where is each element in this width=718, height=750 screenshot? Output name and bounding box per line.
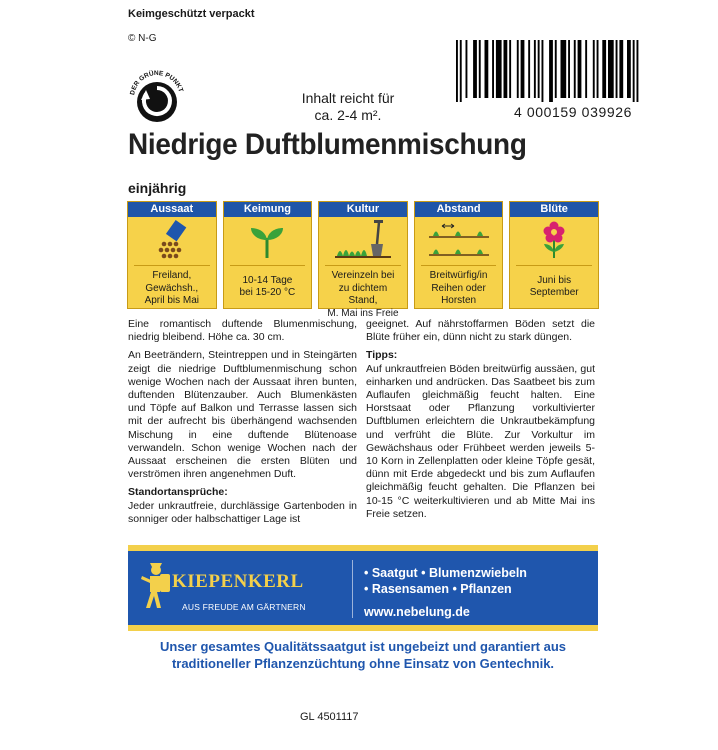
barcode-bar [568,40,570,98]
brand-url: www.nebelung.de [364,605,470,619]
quality-line-1: Unser gesamtes Qualitätssaatgut ist ungebeizt und garantiert aus [160,639,566,654]
brand-name: KIEPENKERL [172,571,304,592]
location-text-cont: geeignet. Auf nährstoffarmen Böden setzt die Blüte früher ein, dünn nicht zu stark düngen. [366,318,595,344]
brand-divider [352,560,353,618]
sowing-icon [128,220,216,260]
barcode-bar [608,40,614,98]
panel-text: Freiland, Gewächsh., April bis Mai [134,265,210,312]
barcode-bar [504,40,508,98]
tips-heading: Tipps: [366,349,398,362]
barcode-bar [555,40,557,98]
panel-bloom [509,201,599,309]
barcode-bar [578,40,582,98]
barcode-bar [627,40,631,98]
description-column-left [128,318,357,531]
barcode-bar [619,40,623,98]
barcode-number: 4 000159 039926 [514,104,632,120]
panel-sowing [127,201,217,309]
panel-text: 10-14 Tage bei 15-20 °C [230,265,306,308]
barcode-bar [549,40,553,102]
contents-info [288,90,408,124]
barcode-bar [521,40,525,98]
barcode-bar [593,40,595,98]
brand-product-list [364,566,527,597]
panel-culture [318,201,408,319]
green-dot-label: DER GRÜNE PUNKT [129,69,185,96]
barcode-bar [602,40,606,98]
contents-line-2: ca. 2-4 m². [314,107,382,123]
contents-line-1: Inhalt reicht für [301,90,395,106]
barcode-bar [485,40,489,98]
barcode-bar [456,40,458,102]
barcode-bar [460,40,462,102]
barcode-bar [466,40,468,98]
panel-text: Breitwürfig/in Reihen oder Horsten [421,265,497,312]
tips-text: Auf unkrautfreien Böden breitwürfig aussäen, gut einharken und andrücken. Das Saatbeet bis zum Auflaufen gleichmäßig feucht halten. Eine Horstsaat oder Pflanzung vorkultivierter Duftblumen erleichtern die Unkrautbekämpfung und verfrüht die Blüte. Zur Vorkultur im Gewächshaus oder Frühbeet werden jeweils 5-10 Korn in Zellenplatten oder kleine Töpfe gesät, dünn mit Erde abgedeckt und bis zum Auflaufen gleichmäßig feucht gehalten. Die Pflanzen bei 10-15 °C weiterkultivieren und ab Mitte Mai ins Freie setzen. [366,362,595,520]
product-title: Niedrige Duftblumenmischung [128,128,527,161]
panel-title: Keimung [224,202,312,217]
copyright: © N-G [128,33,157,44]
panel-text: Juni bis September [516,265,592,308]
barcode-bar [616,40,618,98]
spade-icon [319,220,407,260]
panel-text: Vereinzeln bei zu dichtem Stand, M. Mai ins Freie [325,265,401,324]
brand-list-line-2: • Rasensamen • Pflanzen [364,581,512,596]
brand-list-line-1: • Saatgut • Blumenzwiebeln [364,566,527,580]
quality-note [128,638,598,672]
flower-icon [510,220,598,260]
barcode-bar [528,40,530,98]
intro-text: Eine romantisch duftende Blumenmischung, niedrig bleibend. Höhe ca. 30 cm. [128,318,357,344]
barcode-bar [574,40,576,98]
location-heading: Standortansprüche: [128,486,228,499]
barcode-bar [473,40,477,98]
packaging-note: Keimgeschützt verpackt [128,8,255,20]
green-dot-icon [122,60,192,130]
lifecycle-label: einjährig [128,180,187,196]
kiepenkerl-figure-icon [140,562,172,617]
barcode-bar [538,40,540,98]
panel-title: Abstand [415,202,503,217]
barcode-bar [542,40,544,102]
brand-tagline: AUS FREUDE AM GÄRTNERN [182,602,306,612]
barcode-bar [561,40,567,98]
seedling-icon [224,220,312,260]
barcode-bar [597,40,599,98]
barcode-bar [534,40,536,98]
quality-line-2: traditioneller Pflanzenzüchtung ohne Einsatz von Gentechnik. [171,656,555,671]
location-text: Jeder unkrautfreie, durchlässige Gartenboden in sonniger oder halbschattiger Lage ist [128,499,357,525]
product-code: GL 4501117 [300,711,359,723]
panel-title: Blüte [510,202,598,217]
barcode-bar [517,40,519,98]
barcode-bar [509,40,511,98]
spacing-icon [415,220,503,260]
barcode-bar [496,40,502,98]
description-column-right [366,318,595,526]
panel-germination [223,201,313,309]
body-text: An Beeträndern, Steintreppen und in Steingärten zeigt die niedrige Duftblumenmischung schon wenige Wochen nach der Aussaat ihren bunten, duftenden Blütenzauber. Auch Blumenkästen und Töpfe auf Balkon und Terrasse lassen sich mit der aufrecht bis überhängend wachsenden Mischung in eine duftende Blütenoase verwandeln. Schon wenige Wochen nach der Aussaat erscheinen die ersten Blüten und verströmen ihren angenehmen Duft. [128,349,357,481]
barcode-bar [585,40,587,98]
panel-title: Aussaat [128,202,216,217]
barcode-bar [479,40,481,98]
info-panels [127,201,599,319]
panel-title: Kultur [319,202,407,217]
panel-spacing [414,201,504,309]
barcode-bar [633,40,635,102]
barcode-bar [637,40,639,102]
barcode-bar [492,40,494,98]
